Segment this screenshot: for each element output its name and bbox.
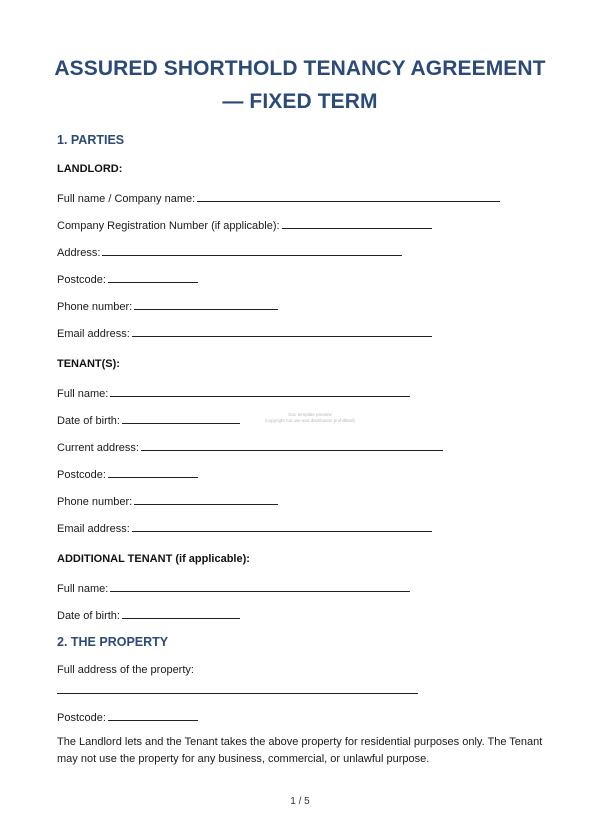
- property-address-blank[interactable]: [57, 693, 418, 694]
- property-postcode-label: Postcode:: [57, 712, 106, 724]
- property-postcode-blank[interactable]: [108, 709, 198, 721]
- landlord-address-blank[interactable]: [102, 244, 402, 256]
- property-address-label: Full address of the property:: [57, 664, 194, 676]
- landlord-address-label: Address:: [57, 247, 101, 259]
- landlord-phone-blank[interactable]: [134, 298, 278, 310]
- tenant-phone-field: [57, 493, 278, 508]
- additional-tenant-heading: ADDITIONAL TENANT (if applicable):: [57, 553, 250, 565]
- landlord-postcode-label: Postcode:: [57, 274, 106, 286]
- section-heading-property: 2. THE PROPERTY: [57, 635, 169, 649]
- additional-tenant-dob-label: Date of birth:: [57, 610, 120, 622]
- tenant-phone-blank[interactable]: [134, 493, 278, 505]
- landlord-phone-label: Phone number:: [57, 301, 133, 313]
- tenant-email-blank[interactable]: [132, 520, 432, 532]
- landlord-phone-field: [57, 298, 278, 313]
- landlord-heading: LANDLORD:: [57, 163, 123, 175]
- tenant-current-address-label: Current address:: [57, 442, 139, 454]
- landlord-email-field: [57, 325, 432, 340]
- tenant-full-name-blank[interactable]: [110, 385, 410, 397]
- tenant-dob-label: Date of birth:: [57, 415, 120, 427]
- landlord-full-name-label: Full name / Company name:: [57, 193, 196, 205]
- tenant-postcode-label: Postcode:: [57, 469, 106, 481]
- tenant-postcode-blank[interactable]: [108, 466, 198, 478]
- tenant-postcode-field: [57, 466, 198, 481]
- landlord-email-blank[interactable]: [132, 325, 432, 337]
- landlord-email-label: Email address:: [57, 328, 130, 340]
- tenant-dob-blank[interactable]: [122, 412, 240, 424]
- landlord-company-reg-label: Company Registration Number (if applicable):: [57, 220, 280, 232]
- tenant-full-name-field: [57, 385, 410, 400]
- landlord-full-name-field: [57, 190, 500, 205]
- landlord-postcode-blank[interactable]: [108, 271, 198, 283]
- landlord-postcode-field: [57, 271, 198, 286]
- tenant-full-name-label: Full name:: [57, 388, 109, 400]
- landlord-company-reg-field: [57, 217, 432, 232]
- document-title-line-2: — FIXED TERM: [222, 90, 378, 113]
- watermark-line-2: (copyright not use and distribution prohibited): [264, 418, 356, 423]
- preview-watermark: [255, 412, 365, 424]
- tenant-current-address-blank[interactable]: [141, 439, 443, 451]
- additional-tenant-full-name-label: Full name:: [57, 583, 109, 595]
- page-number: 1 / 5: [290, 796, 310, 807]
- property-use-paragraph: The Landlord lets and the Tenant takes the above property for residential purposes only. The Tenant may not use the property for any business, commercial, or unlawful purpose.: [57, 736, 543, 765]
- additional-tenant-full-name-field: [57, 580, 410, 595]
- watermark-line-1: Doc template preview: [288, 412, 332, 417]
- tenant-email-label: Email address:: [57, 523, 130, 535]
- tenant-phone-label: Phone number:: [57, 496, 133, 508]
- landlord-full-name-blank[interactable]: [197, 190, 500, 202]
- additional-tenant-full-name-blank[interactable]: [110, 580, 410, 592]
- tenant-email-field: [57, 520, 432, 535]
- additional-tenant-dob-blank[interactable]: [122, 607, 240, 619]
- tenant-dob-field: [57, 412, 240, 427]
- property-postcode-field: [57, 709, 198, 724]
- landlord-company-reg-blank[interactable]: [282, 217, 432, 229]
- landlord-address-field: [57, 244, 402, 259]
- additional-tenant-dob-field: [57, 607, 240, 622]
- tenant-current-address-field: [57, 439, 443, 454]
- section-heading-parties: 1. PARTIES: [57, 133, 125, 147]
- tenants-heading: TENANT(S):: [57, 358, 120, 370]
- document-title-line-1: ASSURED SHORTHOLD TENANCY AGREEMENT: [54, 57, 546, 80]
